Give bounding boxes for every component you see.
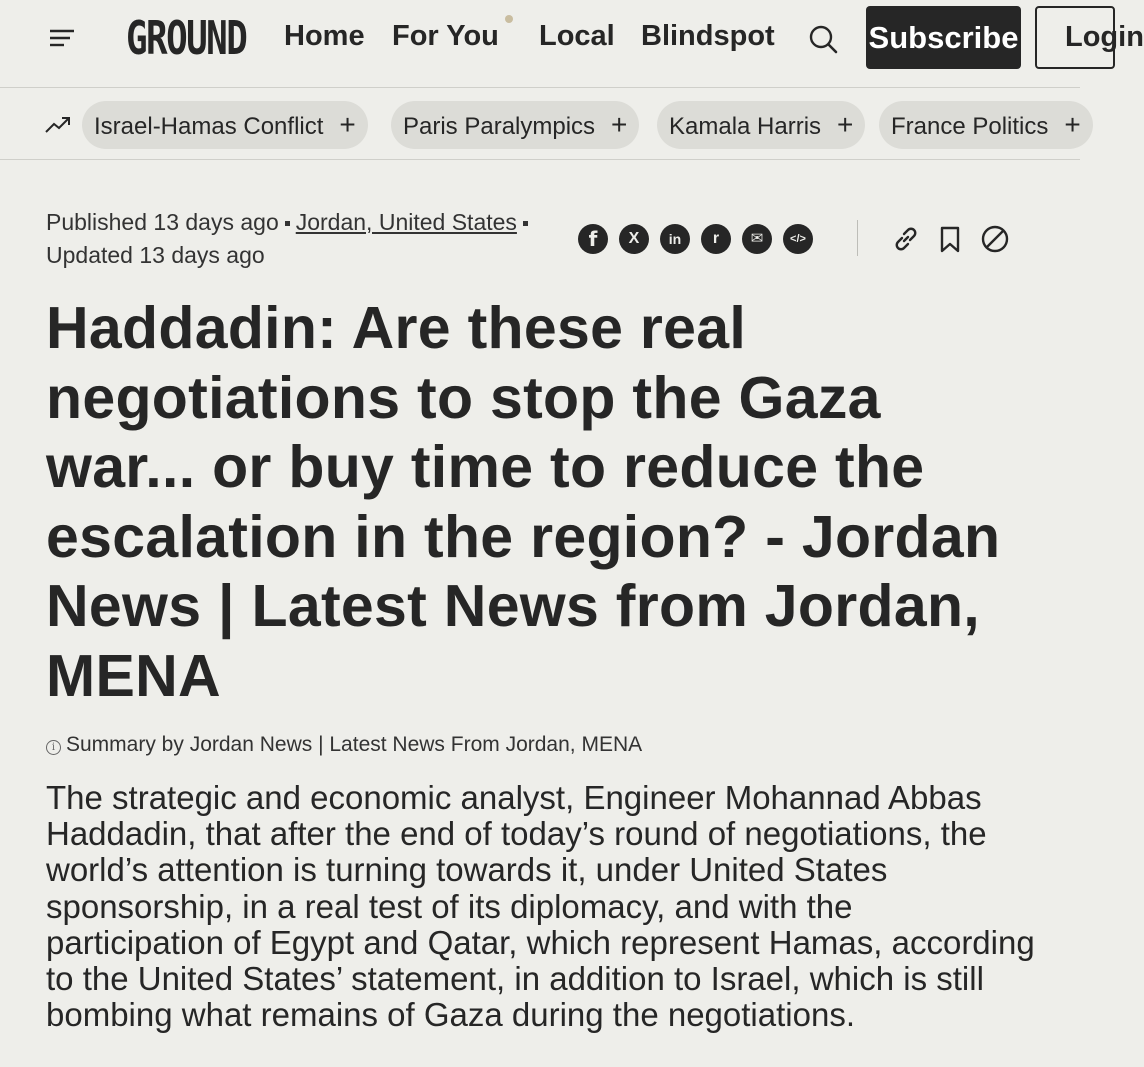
plus-icon[interactable]: +: [339, 109, 356, 140]
nav-link-local[interactable]: Local: [539, 20, 615, 52]
topic-chip-label: France Politics: [891, 113, 1049, 140]
article-meta: [46, 206, 534, 272]
trending-icon: [44, 114, 72, 136]
divider: [857, 220, 858, 256]
nav-link-home[interactable]: Home: [284, 20, 365, 52]
link-icon[interactable]: [891, 224, 921, 254]
block-icon[interactable]: [980, 224, 1010, 254]
plus-icon[interactable]: +: [1064, 109, 1081, 140]
search-icon[interactable]: [806, 22, 840, 56]
article-body: The strategic and economic analyst, Engineer Mohannad Abbas Haddadin, that after the end of today’s round of negotiations, the world’s attention is turning towards it, under United States sponsorship, in a real test of its diplomacy, and with the participation of Egypt and Qatar, which represent Hamas, according to the United States’ statement, in addition to Israel, which is still bombing what remains of Gaza during the negotiations.: [46, 779, 1035, 1034]
info-icon[interactable]: i: [46, 740, 61, 755]
updated-time: Updated 13 days ago: [46, 242, 265, 268]
topic-chip-label: Paris Paralympics: [403, 113, 596, 140]
top-navigation: [0, 0, 1144, 88]
summary-source: Summary by Jordan News | Latest News From Jordan, MENA: [66, 733, 643, 756]
separator-dot: [285, 221, 290, 226]
topic-chip-label: Israel-Hamas Conflict: [94, 113, 324, 140]
x-icon[interactable]: X: [619, 224, 649, 254]
separator-dot: [523, 221, 528, 226]
location-link[interactable]: Jordan, United States: [295, 209, 517, 235]
bookmark-icon[interactable]: [935, 224, 965, 254]
plus-icon[interactable]: +: [611, 109, 628, 140]
article-headline: Haddadin: Are these real negotiations to stop the Gaza war... or buy time to reduce the escalation in the region? - Jordan News | Latest News from Jordan, MENA: [46, 295, 1001, 709]
linkedin-icon[interactable]: in: [660, 224, 690, 254]
login-button[interactable]: Login: [1035, 6, 1115, 69]
email-icon[interactable]: ✉: [742, 224, 772, 254]
facebook-icon[interactable]: f: [578, 224, 608, 254]
topic-chip[interactable]: [657, 101, 865, 149]
topic-chip[interactable]: [391, 101, 639, 149]
trending-topics-bar: [0, 90, 1080, 160]
reddit-icon[interactable]: r: [701, 224, 731, 254]
site-logo[interactable]: GROUND: [126, 11, 247, 65]
topic-chip[interactable]: [879, 101, 1093, 149]
topic-chip-list: [82, 101, 1081, 149]
nav-link-for-you[interactable]: For You: [392, 20, 499, 52]
published-time: Published 13 days ago: [46, 209, 279, 235]
notification-dot: [505, 15, 513, 23]
nav-link-blindspot[interactable]: Blindspot: [641, 20, 775, 52]
topic-chip-label: Kamala Harris: [669, 113, 822, 140]
plus-icon[interactable]: +: [837, 109, 854, 140]
menu-icon[interactable]: [48, 26, 76, 50]
subscribe-button[interactable]: Subscribe: [866, 6, 1021, 69]
embed-icon[interactable]: </>: [783, 224, 813, 254]
summary-attribution: [46, 730, 642, 760]
topic-chip[interactable]: [82, 101, 368, 149]
